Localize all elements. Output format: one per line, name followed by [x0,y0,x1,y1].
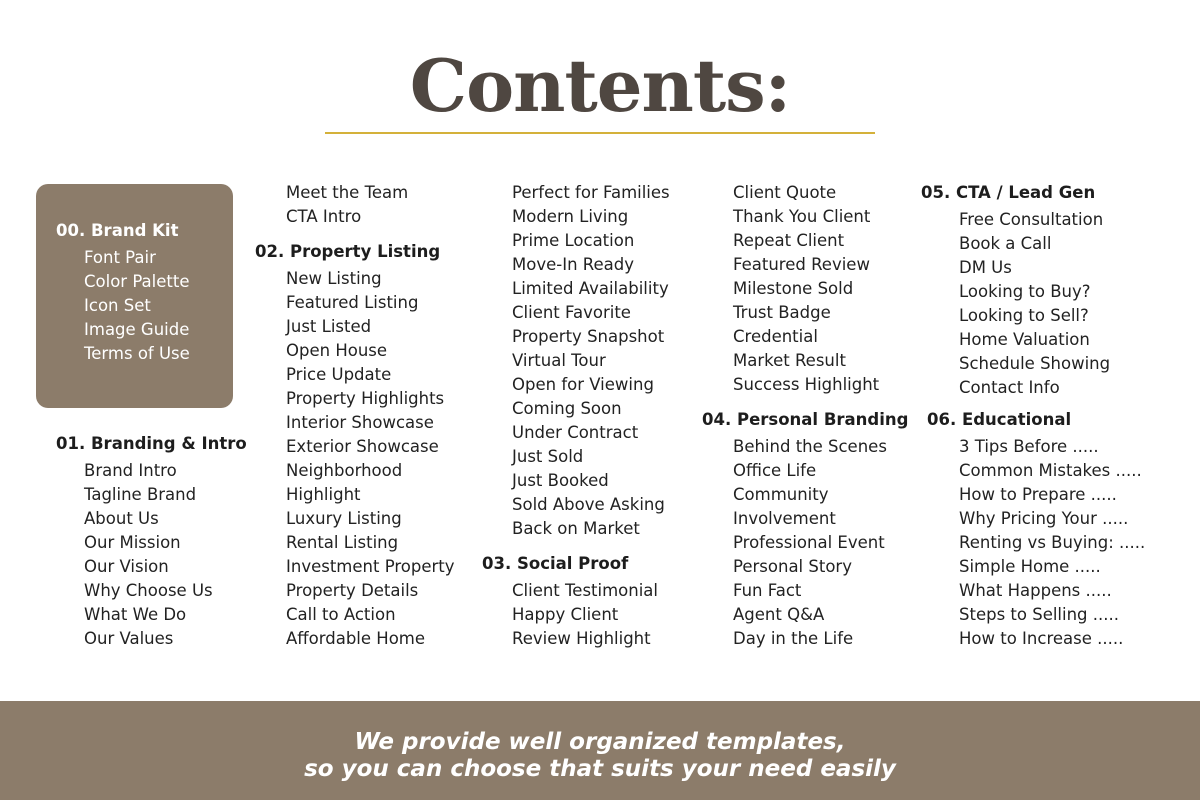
section-heading: 00. Brand Kit [56,221,179,240]
list-item: Perfect for Families [512,183,670,202]
list-item: Price Update [286,365,392,384]
list-item: Icon Set [84,296,151,315]
list-item: Agent Q&A [733,605,825,624]
list-item: How to Increase ..... [959,629,1124,648]
list-item: Trust Badge [733,303,831,322]
list-item: Font Pair [84,248,156,267]
list-item: Client Favorite [512,303,631,322]
list-item: Modern Living [512,207,629,226]
list-item: Coming Soon [512,399,622,418]
list-item: Why Pricing Your ..... [959,509,1129,528]
list-item: Virtual Tour [512,351,606,370]
list-item: Just Sold [512,447,584,466]
list-item: Featured Listing [286,293,419,312]
footer-tagline [0,729,1200,783]
list-item: Office Life [733,461,817,480]
list-item: Open House [286,341,388,360]
list-item: Book a Call [959,234,1052,253]
list-item: What We Do [84,605,187,624]
list-item: Limited Availability [512,279,669,298]
item-list [733,181,879,397]
list-item: Home Valuation [959,330,1090,349]
list-item: Property Snapshot [512,327,665,346]
list-item: Review Highlight [512,629,651,648]
list-item: Client Testimonial [512,581,658,600]
item-list [482,579,658,651]
item-list [255,267,455,651]
list-item: Our Mission [84,533,181,552]
list-item: Move-In Ready [512,255,634,274]
list-item: Meet the Team [286,183,409,202]
list-item: Just Listed [286,317,372,336]
list-item: Interior Showcase [286,413,434,432]
list-item: Looking to Sell? [959,306,1089,325]
section-property-listing-continued [512,181,670,541]
section-personal-branding [702,408,908,651]
item-list [512,181,670,541]
list-item: Terms of Use [84,344,190,363]
list-item: Tagline Brand [84,485,197,504]
title-underline [325,132,875,134]
list-item: Renting vs Buying: ..... [959,533,1146,552]
list-item: Looking to Buy? [959,282,1091,301]
section-heading: 02. Property Listing [255,242,441,261]
list-item: Featured Review [733,255,870,274]
item-list [921,208,1110,400]
list-item: Highlight [286,485,361,504]
section-branding-intro [56,432,247,651]
list-item: Call to Action [286,605,396,624]
section-educational [927,408,1145,651]
list-item: Just Booked [512,471,609,490]
item-list [927,435,1145,651]
list-item: Schedule Showing [959,354,1111,373]
section-property-listing [255,240,455,651]
list-item: Personal Story [733,557,852,576]
section-heading: 04. Personal Branding [702,410,909,429]
list-item: About Us [84,509,159,528]
section-cta-lead-gen [921,181,1110,400]
item-list [56,459,247,651]
list-item: Repeat Client [733,231,845,250]
list-item: Community [733,485,829,504]
section-branding-intro-continued [286,181,408,229]
list-item: Neighborhood [286,461,403,480]
list-item: How to Prepare ..... [959,485,1117,504]
list-item: Credential [733,327,818,346]
list-item: Luxury Listing [286,509,402,528]
section-heading: 03. Social Proof [482,554,629,573]
list-item: Sold Above Asking [512,495,665,514]
list-item: DM Us [959,258,1012,277]
list-item: Professional Event [733,533,885,552]
list-item: Prime Location [512,231,635,250]
list-item: Image Guide [84,320,190,339]
list-item: Property Highlights [286,389,445,408]
list-item: Brand Intro [84,461,177,480]
list-item: New Listing [286,269,382,288]
footer-banner [0,701,1200,800]
list-item: 3 Tips Before ..... [959,437,1099,456]
list-item: CTA Intro [286,207,362,226]
list-item: Why Choose Us [84,581,213,600]
list-item: Investment Property [286,557,455,576]
list-item: Success Highlight [733,375,880,394]
list-item: Our Values [84,629,174,648]
list-item: Common Mistakes ..... [959,461,1142,480]
item-list [702,435,908,651]
list-item: Color Palette [84,272,190,291]
list-item: Behind the Scenes [733,437,887,456]
list-item: Fun Fact [733,581,802,600]
list-item: Open for Viewing [512,375,654,394]
list-item: Market Result [733,351,846,370]
list-item: Affordable Home [286,629,426,648]
section-social-proof-continued [733,181,879,397]
item-list [56,246,190,366]
footer-line-2: so you can choose that suits your need easily [304,756,896,782]
list-item: Day in the Life [733,629,854,648]
list-item: Free Consultation [959,210,1104,229]
list-item: Exterior Showcase [286,437,439,456]
list-item: Thank You Client [733,207,871,226]
list-item: Rental Listing [286,533,399,552]
section-social-proof [482,552,658,651]
list-item: Back on Market [512,519,640,538]
list-item: Steps to Selling ..... [959,605,1119,624]
list-item: Involvement [733,509,836,528]
list-item: Under Contract [512,423,639,442]
list-item: Milestone Sold [733,279,854,298]
list-item: What Happens ..... [959,581,1112,600]
list-item: Happy Client [512,605,619,624]
section-brand-kit [56,219,190,366]
list-item: Contact Info [959,378,1060,397]
list-item: Client Quote [733,183,837,202]
footer-line-1: We provide well organized templates, [354,729,846,755]
item-list [286,181,408,229]
section-heading: 06. Educational [927,410,1072,429]
page-title: Contents: [409,43,791,128]
section-heading: 05. CTA / Lead Gen [921,183,1096,202]
section-heading: 01. Branding & Intro [56,434,247,453]
list-item: Our Vision [84,557,169,576]
list-item: Simple Home ..... [959,557,1101,576]
list-item: Property Details [286,581,419,600]
